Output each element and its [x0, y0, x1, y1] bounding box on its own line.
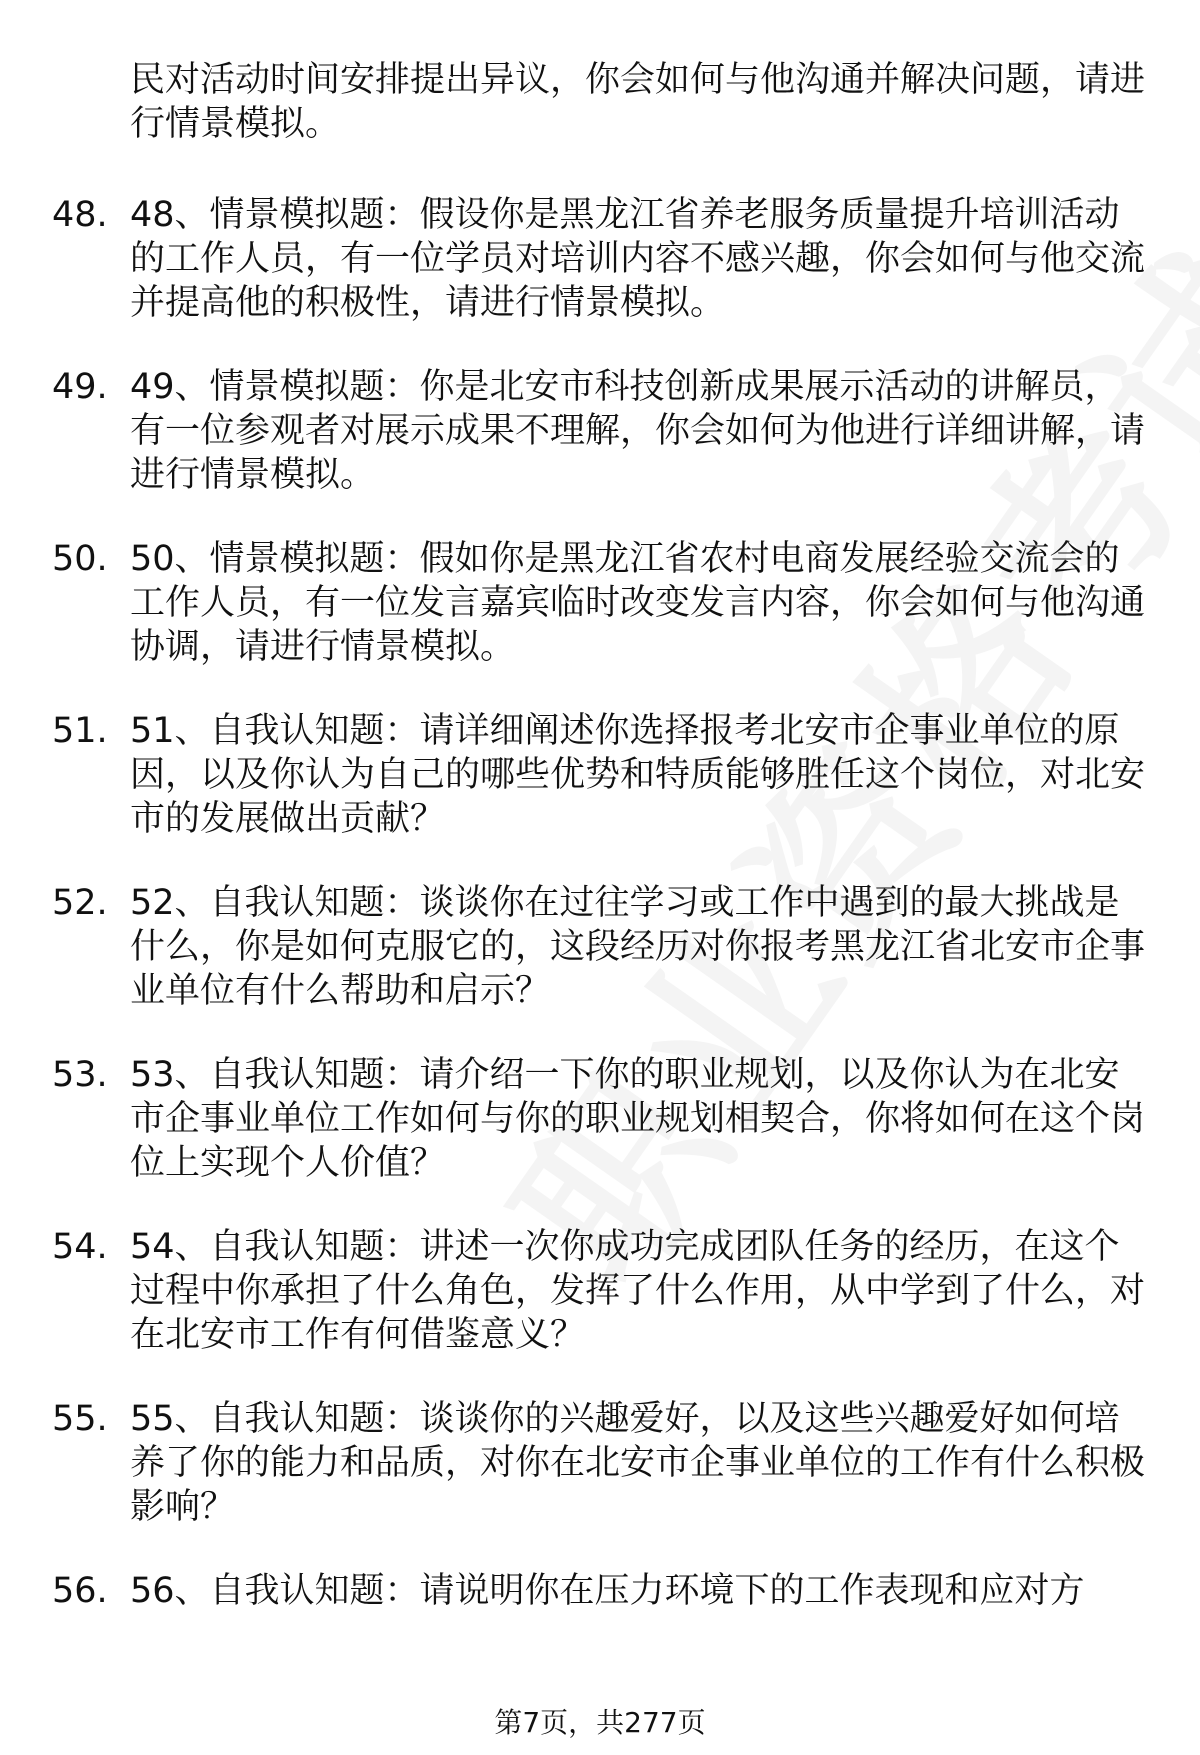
- list-number: 56.: [52, 1571, 108, 1611]
- question-text: 52、自我认知题：谈谈你在过往学习或工作中遇到的最大挑战是什么，你是如何克服它的，这段经历对你报考黑龙江省北安市企事业单位有什么帮助和启示？: [130, 883, 1146, 1011]
- list-number: 49.: [52, 367, 108, 407]
- list-item: [0, 1225, 1200, 1397]
- list-item: [0, 537, 1200, 709]
- question-list: [0, 193, 1200, 1741]
- list-number: 52.: [52, 883, 108, 923]
- question-text: 55、自我认知题：谈谈你的兴趣爱好，以及这些兴趣爱好如何培养了你的能力和品质，对你在北安市企事业单位的工作有什么积极影响？: [130, 1399, 1146, 1527]
- list-number: 54.: [52, 1227, 108, 1267]
- list-number: 51.: [52, 711, 108, 751]
- question-text: 50、情景模拟题：假如你是黑龙江省农村电商发展经验交流会的工作人员，有一位发言嘉宾临时改变发言内容，你会如何与他沟通协调，请进行情景模拟。: [130, 539, 1146, 667]
- list-item: [0, 193, 1200, 365]
- list-item: [0, 1397, 1200, 1569]
- question-text: 53、自我认知题：请介绍一下你的职业规划，以及你认为在北安市企事业单位工作如何与你的职业规划相契合，你将如何在这个岗位上实现个人价值？: [130, 1055, 1146, 1183]
- list-number: 50.: [52, 539, 108, 579]
- list-item: [0, 709, 1200, 881]
- question-text: 48、情景模拟题：假设你是黑龙江省养老服务质量提升培训活动的工作人员，有一位学员对培训内容不感兴趣，你会如何与他交流并提高他的积极性，请进行情景模拟。: [130, 195, 1146, 323]
- question-text: 54、自我认知题：讲述一次你成功完成团队任务的经历，在这个过程中你承担了什么角色，发挥了什么作用，从中学到了什么，对在北安市工作有何借鉴意义？: [130, 1227, 1146, 1355]
- continued-paragraph: 民对活动时间安排提出异议，你会如何与他沟通并解决问题，请进行情景模拟。: [130, 60, 1146, 144]
- list-item: [0, 365, 1200, 537]
- page-footer: 第7页，共277页: [494, 1706, 706, 1739]
- list-item: [0, 1053, 1200, 1225]
- list-item: [0, 881, 1200, 1053]
- question-text: 51、自我认知题：请详细阐述你选择报考北安市企事业单位的原因，以及你认为自己的哪些优势和特质能够胜任这个岗位，对北安市的发展做出贡献？: [130, 711, 1146, 839]
- list-number: 53.: [52, 1055, 108, 1095]
- list-number: 48.: [52, 195, 108, 235]
- question-text: 49、情景模拟题：你是北安市科技创新成果展示活动的讲解员，有一位参观者对展示成果不理解，你会如何为他进行详细讲解，请进行情景模拟。: [130, 367, 1146, 495]
- question-text: 56、自我认知题：请说明你在压力环境下的工作表现和应对方: [130, 1571, 1085, 1611]
- list-number: 55.: [52, 1399, 108, 1439]
